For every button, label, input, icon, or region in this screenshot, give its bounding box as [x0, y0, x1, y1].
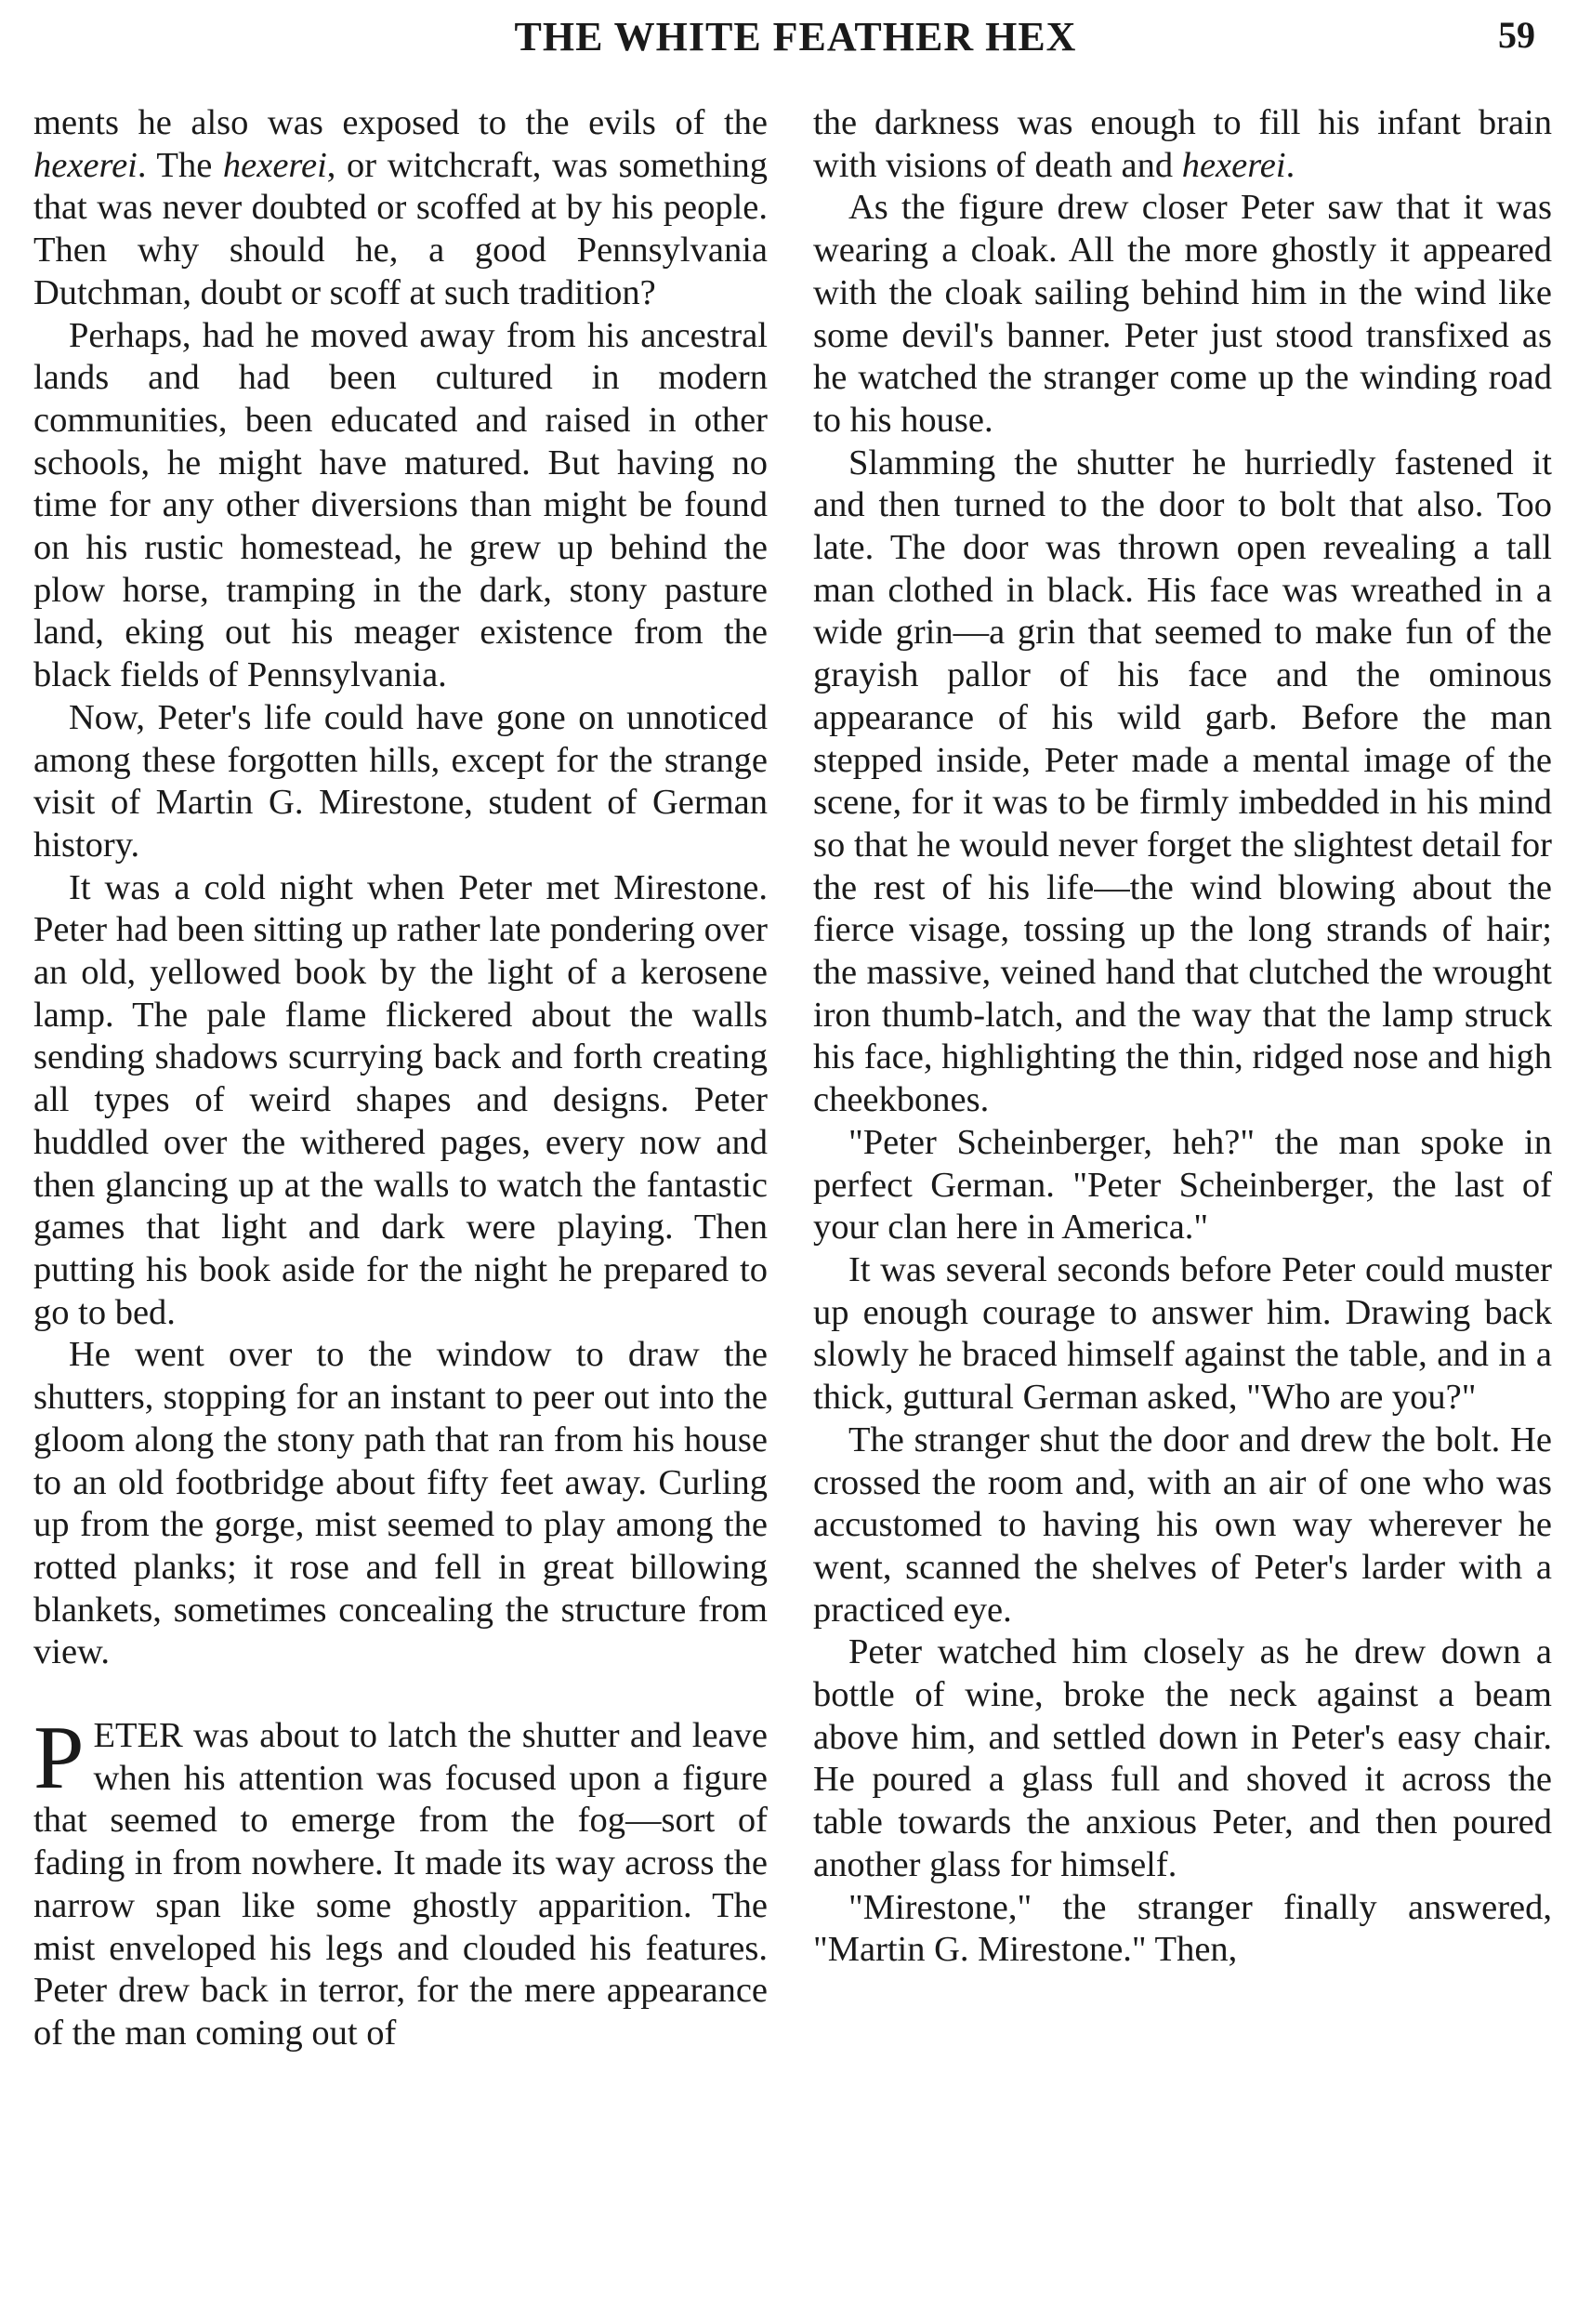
paragraph: Perhaps, had he moved away from his ancestral lands and had been cultured in modern communities, been educated and raised in other schools, he might have matured. But having no time for any other diversions than might be found on his rustic homestead, he grew up behind the plow horse, tramping in the dark, stony pasture land, eking out his meager existence from the black fields of Pennsylvania. — [33, 315, 768, 695]
right-column — [813, 102, 1552, 1972]
paragraph: Slamming the shutter he hurriedly fastened it and then turned to the door to bolt that also. Too late. The door was thrown open revealing a tall man clothed in black. His face was wreathed in a wide grin—a grin that seemed to make fun of the grayish pallor of his face and the ominous appearance of his wild garb. Before the man stepped inside, Peter made a mental image of the scene, for it was to be firmly imbedded in his mind so that he would never forget the slightest detail for the rest of his life—the wind blowing about the fierce visage, tossing up the long strands of hair; the massive, veined hand that clutched the wrought iron thumb-latch, and the way that the lamp struck his face, highlighting the thin, ridged nose and high cheekbones. — [813, 442, 1552, 1120]
section-opening-text: was about to latch the shutter and leave when his attention was focused upon a figure that seemed to emerge from the fog—sort of fading in from nowhere. It made its way across the narrow span like some ghostly apparition. The mist enveloped his legs and clouded his features. Peter drew back in terror, for the mere appearance of the man coming out of — [33, 1716, 768, 2053]
section-lead-word: PETER — [33, 1708, 183, 1809]
running-head — [0, 13, 1591, 69]
left-column — [33, 102, 768, 2055]
paragraph: Peter watched him closely as he drew down a bottle of wine, broke the neck against a beam above him, and settled down in Peter's easy chair. He poured a glass full and shoved it across the table towards the anxious Peter, and then poured another glass for himself. — [813, 1632, 1552, 1884]
paragraph: ments he also was exposed to the evils of the hexerei. The hexerei, or witchcraft, was something that was never doubted or scoffed at by his people. Then why should he, a good Pennsylvania Dutchman, doubt or scoff at such tradition? — [33, 103, 768, 312]
section-opening-paragraph — [33, 1708, 768, 2055]
paragraph: Now, Peter's life could have gone on unnoticed among these forgotten hills, except for the strange visit of Martin G. Mirestone, student of German history. — [33, 697, 768, 865]
paragraph: It was several seconds before Peter could muster up enough courage to answer him. Drawing back slowly he braced himself against the table, and in a thick, guttural German asked, "Who are you?" — [813, 1249, 1552, 1418]
paragraph: "Peter Scheinberger, heh?" the man spoke in perfect German. "Peter Scheinberger, the last of your clan here in America." — [813, 1122, 1552, 1248]
paragraph: the darkness was enough to fill his infant brain with visions of death and hexerei. — [813, 103, 1552, 185]
running-title: THE WHITE FEATHER HEX — [514, 14, 1077, 59]
page-number: 59 — [1498, 14, 1535, 56]
paragraph: As the figure drew closer Peter saw that it was wearing a cloak. All the more ghostly it appeared with the cloak sailing behind him in the wind like some devil's banner. Peter just stood transfixed as he watched the stranger come up the winding road to his house. — [813, 188, 1552, 440]
paragraph: It was a cold night when Peter met Mirestone. Peter had been sitting up rather late pondering over an old, yellowed book by the light of a kerosene lamp. The pale flame flickered about the walls sending shadows scurrying back and forth creating all types of weird shapes and designs. Peter huddled over the withered pages, every now and then glancing up at the walls to watch the fantastic games that light and dark were playing. Then putting his book aside for the night he prepared to go to bed. — [33, 867, 768, 1332]
paragraph: "Mirestone," the stranger finally answered, "Martin G. Mirestone." Then, — [813, 1887, 1552, 1970]
paragraph: The stranger shut the door and drew the bolt. He crossed the room and, with an air of one who was accustomed to having his own way wherever he went, scanned the shelves of Peter's larder with a practiced eye. — [813, 1419, 1552, 1630]
paragraph: He went over to the window to draw the shutters, stopping for an instant to peer out into the gloom along the stony path that ran from his house to an old footbridge about fifty feet away. Curling up from the gorge, mist seemed to play among the rotted planks; it rose and fell in great billowing blankets, sometimes concealing the structure from view. — [33, 1335, 768, 1672]
